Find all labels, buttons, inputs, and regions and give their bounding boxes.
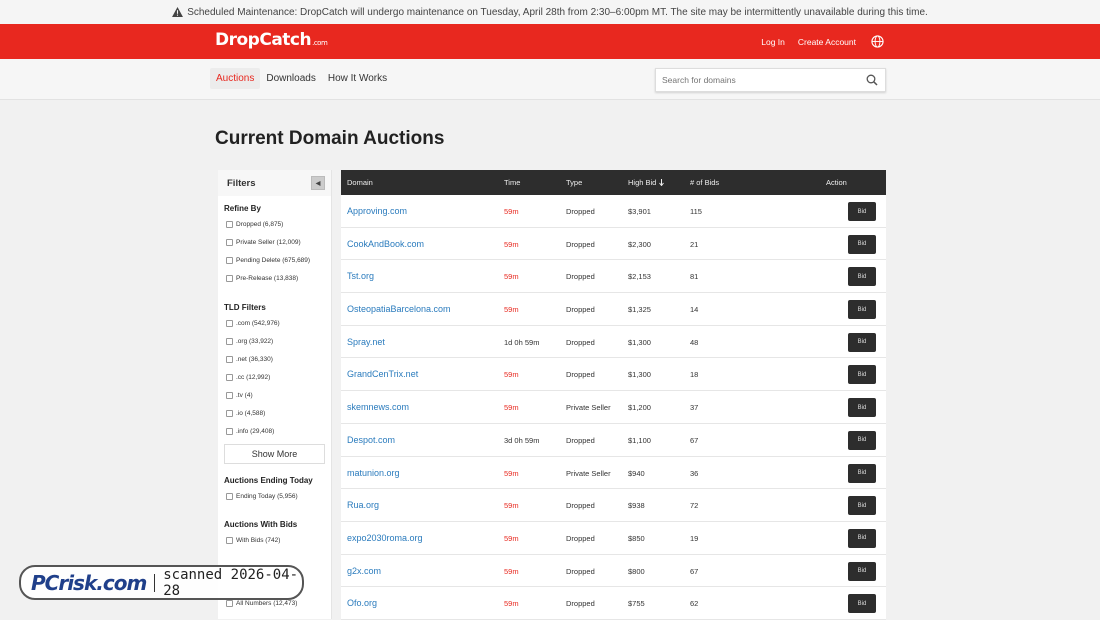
domain-link[interactable]: skemnews.com <box>347 402 410 413</box>
high-bid: $1,100 <box>628 435 651 445</box>
bid-button[interactable]: Bid <box>848 202 876 221</box>
checkbox[interactable] <box>226 493 233 500</box>
account-links <box>761 24 884 59</box>
bid-count: 14 <box>690 305 699 315</box>
time-left: 59m <box>504 305 519 315</box>
bid-count: 81 <box>690 272 699 282</box>
auction-type: Dropped <box>566 435 595 445</box>
time-left: 59m <box>504 468 519 478</box>
filter-option[interactable] <box>224 269 310 287</box>
watermark-scanned: scanned 2026-04-28 <box>163 566 299 599</box>
table-row <box>341 228 886 261</box>
checkbox[interactable] <box>226 600 233 607</box>
watermark-brand: PCrisk.com <box>31 570 147 595</box>
with-bids-title: Auctions With Bids <box>224 520 298 529</box>
filter-option-label: Ending Today (5,956) <box>236 492 298 500</box>
collapse-filters-button[interactable]: ◀ <box>311 176 325 190</box>
checkbox[interactable] <box>226 356 233 363</box>
col-bids[interactable]: # of Bids <box>690 178 720 187</box>
search-icon[interactable] <box>866 74 878 86</box>
col-time[interactable]: Time <box>504 178 521 187</box>
auction-type: Dropped <box>566 239 595 249</box>
watermark-divider <box>154 574 155 592</box>
maintenance-text: Scheduled Maintenance: DropCatch will undergo maintenance on Tuesday, April 28th from 2:30–6:00pm MT. The site may be intermittently unavailable during this time. <box>187 6 928 18</box>
table-row <box>341 522 886 555</box>
auction-type: Dropped <box>566 337 595 347</box>
bid-button[interactable]: Bid <box>848 333 876 352</box>
tld-filters-title: TLD Filters <box>224 303 266 312</box>
table-row <box>341 489 886 522</box>
filters-panel <box>218 170 332 619</box>
domain-link[interactable]: Ofo.org <box>347 598 378 609</box>
auction-type: Dropped <box>566 599 595 609</box>
tld-filters-section <box>224 303 280 440</box>
warning-icon <box>172 7 183 17</box>
high-bid: $940 <box>628 468 645 478</box>
bid-count: 19 <box>690 533 699 543</box>
filter-option-label: .cc (12,992) <box>236 373 271 381</box>
filter-option-label: With Bids (742) <box>236 536 281 544</box>
filter-option[interactable] <box>224 487 313 505</box>
domain-link[interactable]: GrandCenTrix.net <box>347 369 419 380</box>
logo[interactable] <box>215 30 327 50</box>
auction-type: Private Seller <box>566 403 611 413</box>
checkbox[interactable] <box>226 221 233 228</box>
bid-count: 21 <box>690 239 699 249</box>
globe-icon[interactable] <box>871 35 884 48</box>
bid-button[interactable]: Bid <box>848 431 876 450</box>
checkbox[interactable] <box>226 257 233 264</box>
main-nav <box>0 59 1100 100</box>
domain-link[interactable]: Rua.org <box>347 500 380 511</box>
filter-option[interactable] <box>224 233 310 251</box>
domain-link[interactable]: Despot.com <box>347 434 396 445</box>
filter-option[interactable] <box>224 368 280 386</box>
page-title: Current Domain Auctions <box>215 128 445 149</box>
col-type[interactable]: Type <box>566 178 583 187</box>
filter-option-label: .com (542,976) <box>236 319 280 327</box>
logo-suffix: .com <box>312 39 328 47</box>
high-bid: $2,300 <box>628 239 651 249</box>
time-left: 59m <box>504 566 519 576</box>
time-left: 59m <box>504 239 519 249</box>
table-row <box>341 391 886 424</box>
table-row <box>341 424 886 457</box>
show-more-button[interactable]: Show More <box>224 444 325 464</box>
table-row <box>341 195 886 228</box>
bid-button[interactable]: Bid <box>848 562 876 581</box>
pcrisk-watermark <box>19 565 304 600</box>
filter-option[interactable] <box>224 386 280 404</box>
domain-link[interactable]: Approving.com <box>347 206 408 216</box>
domain-link[interactable]: Tst.org <box>347 271 375 282</box>
bid-count: 36 <box>690 468 699 478</box>
search-box <box>655 68 886 92</box>
checkbox[interactable] <box>226 275 233 282</box>
auction-type: Dropped <box>566 272 595 282</box>
ending-today-section <box>224 476 313 505</box>
domain-link[interactable]: Spray.net <box>347 336 385 347</box>
filter-option[interactable] <box>224 314 280 332</box>
bid-button[interactable]: Bid <box>848 235 876 254</box>
refine-by-title: Refine By <box>224 204 261 213</box>
bid-button[interactable]: Bid <box>848 529 876 548</box>
bid-count: 62 <box>690 599 699 609</box>
create-account-link[interactable]: Create Account <box>797 36 856 47</box>
domain-link[interactable]: OsteopatiaBarcelona.com <box>347 304 451 315</box>
bid-count: 67 <box>690 566 699 576</box>
table-row <box>341 260 886 293</box>
time-left: 59m <box>504 403 519 413</box>
filter-option[interactable] <box>224 332 280 350</box>
time-left: 59m <box>504 272 519 282</box>
bid-button[interactable]: Bid <box>848 464 876 483</box>
filter-option-label: Pre-Release (13,838) <box>236 274 299 282</box>
high-bid: $1,200 <box>628 403 651 413</box>
filter-option-label: .info (29,408) <box>236 427 275 435</box>
table-row <box>341 326 886 359</box>
with-bids-section <box>224 520 297 549</box>
bid-count: 37 <box>690 403 699 413</box>
bid-count: 72 <box>690 501 699 511</box>
high-bid: $2,153 <box>628 272 651 282</box>
filter-option-label: Private Seller (12,009) <box>236 238 301 246</box>
high-bid: $755 <box>628 599 645 609</box>
domain-link[interactable]: matunion.org <box>347 467 400 478</box>
filter-option[interactable] <box>224 531 297 549</box>
logo-text: DropCatch <box>215 30 312 50</box>
bid-count: 48 <box>690 337 699 347</box>
time-left: 1d 0h 59m <box>504 337 540 347</box>
bid-button[interactable]: Bid <box>848 496 876 515</box>
table-body <box>341 195 886 620</box>
auction-type: Dropped <box>566 370 595 380</box>
filter-option-label: .org (33,922) <box>236 337 274 345</box>
col-domain[interactable]: Domain <box>347 178 373 187</box>
filter-option[interactable] <box>224 215 310 233</box>
bid-button[interactable]: Bid <box>848 267 876 286</box>
high-bid: $1,300 <box>628 370 651 380</box>
auction-type: Dropped <box>566 207 595 216</box>
filter-option[interactable] <box>224 251 310 269</box>
col-action: Action <box>826 178 847 187</box>
table-row <box>341 358 886 391</box>
high-bid: $1,325 <box>628 305 651 315</box>
domain-link[interactable]: g2x.com <box>347 565 382 576</box>
time-left: 3d 0h 59m <box>504 435 540 445</box>
time-left: 59m <box>504 533 519 543</box>
filter-option-label: All Numbers (12,473) <box>236 599 298 607</box>
filter-option[interactable] <box>224 422 280 440</box>
bid-button[interactable]: Bid <box>848 365 876 384</box>
bid-button[interactable]: Bid <box>848 594 876 613</box>
checkbox[interactable] <box>226 392 233 399</box>
table-row <box>341 457 886 490</box>
high-bid: $3,901 <box>628 207 651 216</box>
time-left: 59m <box>504 501 519 511</box>
auction-type: Private Seller <box>566 468 611 478</box>
table-row <box>341 555 886 588</box>
checkbox[interactable] <box>226 338 233 345</box>
high-bid: $800 <box>628 566 645 576</box>
bid-count: 18 <box>690 370 699 380</box>
high-bid: $1,300 <box>628 337 651 347</box>
refine-by-section <box>224 204 310 287</box>
table-row <box>341 293 886 326</box>
login-link[interactable]: Log In <box>761 36 785 47</box>
filter-option-label: Dropped (6,875) <box>236 220 284 228</box>
filter-option-label: .io (4,588) <box>236 409 266 417</box>
filter-option[interactable] <box>224 350 280 368</box>
filters-title: Filters <box>227 177 256 189</box>
sort-down-icon <box>659 179 664 186</box>
time-left: 59m <box>504 599 519 609</box>
filter-option[interactable] <box>224 404 280 422</box>
bid-button[interactable]: Bid <box>848 398 876 417</box>
search-input[interactable] <box>656 69 856 91</box>
auction-type: Dropped <box>566 501 595 511</box>
auction-type: Dropped <box>566 533 595 543</box>
nav-auctions[interactable]: Auctions <box>210 68 260 89</box>
checkbox[interactable] <box>226 537 233 544</box>
filter-option-label: .net (36,330) <box>236 355 273 363</box>
col-high-bid-label: High Bid <box>628 178 657 187</box>
checkbox[interactable] <box>226 374 233 381</box>
domain-link[interactable]: CookAndBook.com <box>347 238 425 249</box>
bid-button[interactable]: Bid <box>848 300 876 319</box>
bid-count: 67 <box>690 435 699 445</box>
checkbox[interactable] <box>226 410 233 417</box>
time-left: 59m <box>504 370 519 380</box>
nav-how-it-works[interactable]: How It Works <box>327 73 388 84</box>
top-bar <box>0 24 1100 59</box>
table-header <box>341 170 886 195</box>
auction-type: Dropped <box>566 566 595 576</box>
high-bid: $850 <box>628 533 645 543</box>
filter-option-label: .tv (4) <box>236 391 253 399</box>
filter-option-label: Pending Delete (675,689) <box>236 256 311 264</box>
domain-link[interactable]: expo2030roma.org <box>347 532 423 543</box>
checkbox[interactable] <box>226 239 233 246</box>
auction-type: Dropped <box>566 305 595 315</box>
checkbox[interactable] <box>226 320 233 327</box>
nav-downloads[interactable]: Downloads <box>266 73 316 84</box>
auctions-table <box>341 170 886 620</box>
ending-today-title: Auctions Ending Today <box>224 476 313 485</box>
time-left: 59m <box>504 207 519 216</box>
high-bid: $938 <box>628 501 645 511</box>
bid-count: 115 <box>690 207 702 216</box>
filters-header <box>218 170 331 196</box>
checkbox[interactable] <box>226 428 233 435</box>
col-high-bid[interactable] <box>628 178 664 187</box>
maintenance-banner <box>0 0 1100 24</box>
table-row <box>341 587 886 620</box>
